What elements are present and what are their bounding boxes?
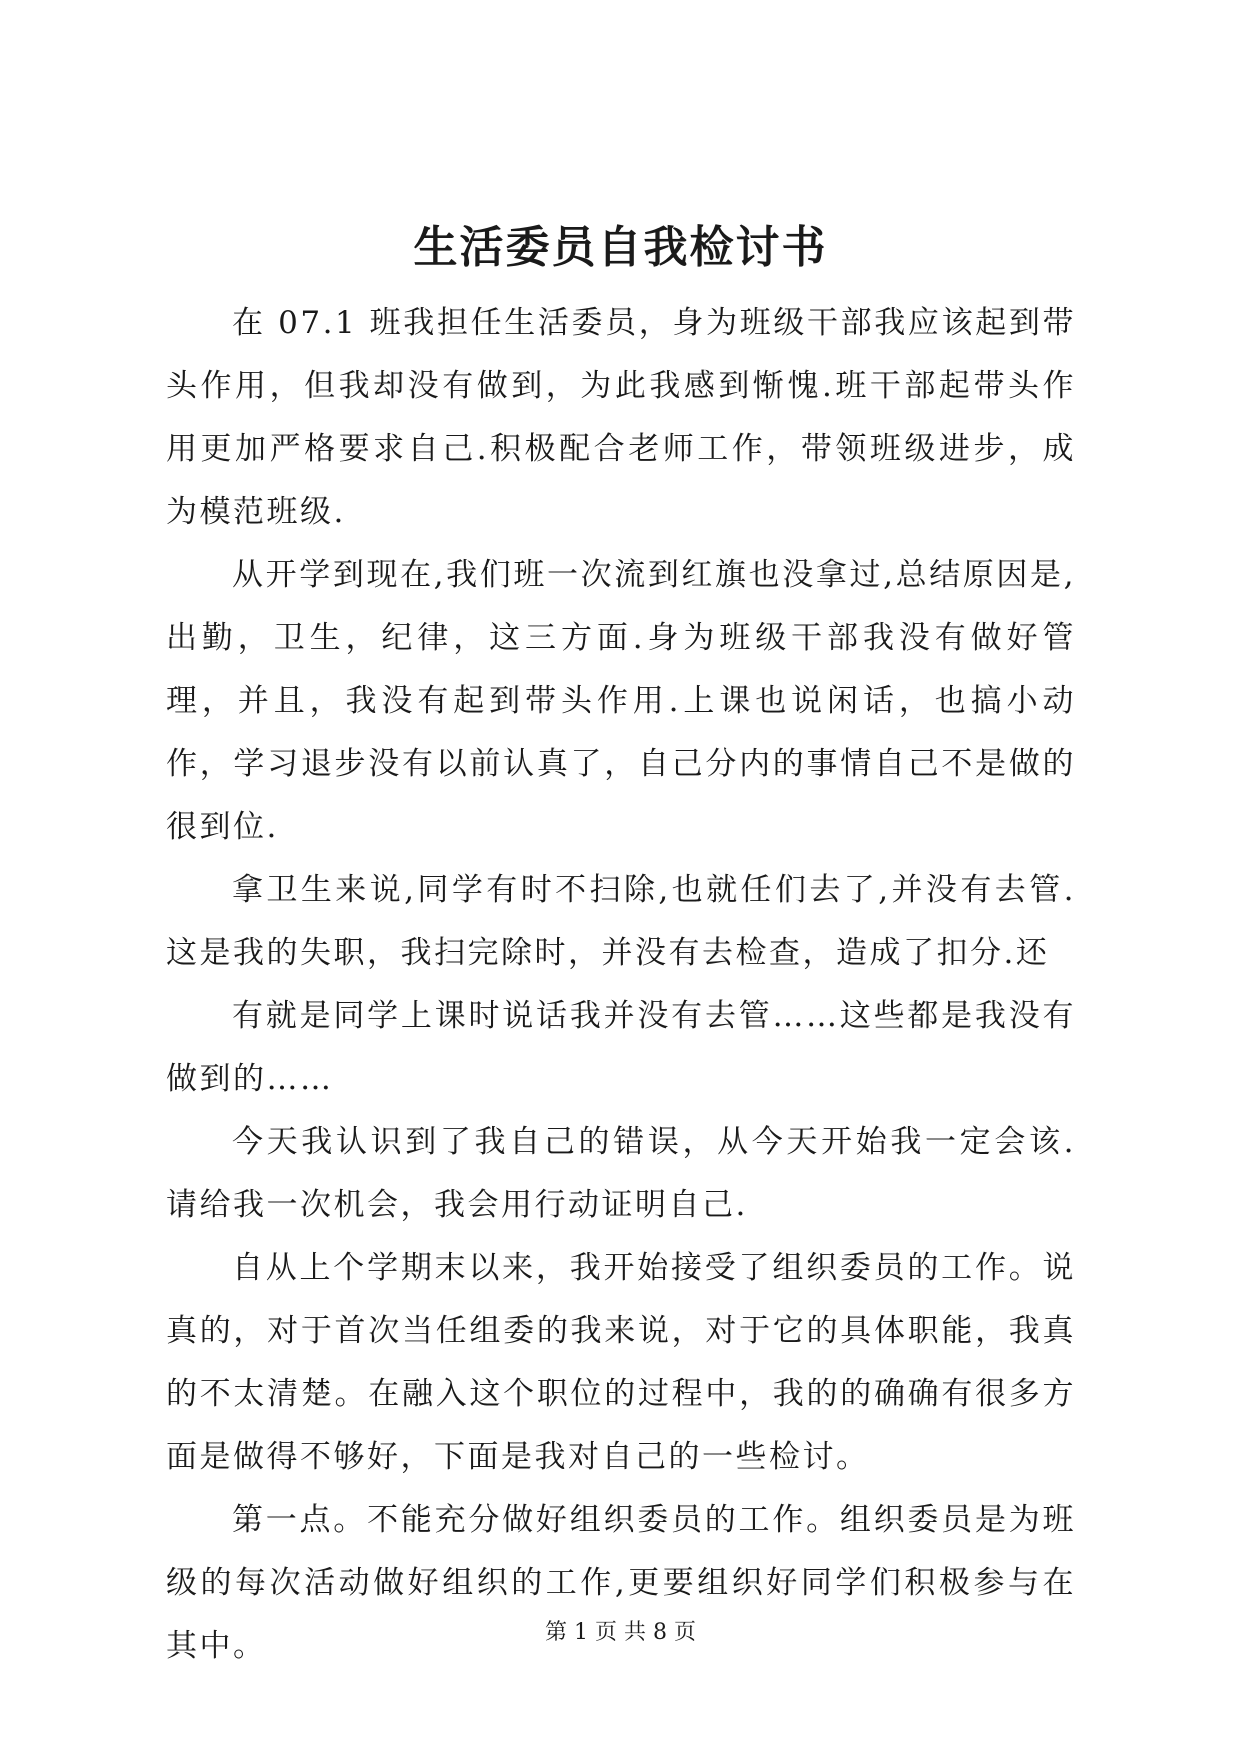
paragraph-4: 有就是同学上课时说话我并没有去管……这些都是我没有做到的…… bbox=[166, 998, 1076, 1097]
document-body bbox=[166, 292, 1076, 1678]
paragraph-2: 从开学到现在,我们班一次流到红旗也没拿过,总结原因是,出勤，卫生，纪律，这三方面.身为班级干部我没有做好管理，并且，我没有起到带头作用.上课也说闲话，也搞小动作，学习退步没有以前认真了，自己分内的事情自己不是做的很到位. bbox=[166, 557, 1076, 845]
paragraph-7: 第一点。不能充分做好组织委员的工作。组织委员是为班级的每次活动做好组织的工作,更要组织好同学们积极参与在其中。 bbox=[166, 1502, 1076, 1664]
paragraph-5: 今天我认识到了我自己的错误，从今天开始我一定会该.请给我一次机会，我会用行动证明自己. bbox=[166, 1124, 1076, 1223]
page-number-footer: 第 1 页 共 8 页 bbox=[545, 1620, 696, 1645]
paragraph-3: 拿卫生来说,同学有时不扫除,也就任们去了,并没有去管.这是我的失职，我扫完除时，并没有去检查，造成了扣分.还 bbox=[166, 872, 1076, 971]
paragraph-1: 在 07.1 班我担任生活委员，身为班级干部我应该起到带头作用，但我却没有做到，为此我感到惭愧.班干部起带头作用更加严格要求自己.积极配合老师工作，带领班级进步，成为模范班级. bbox=[166, 305, 1076, 530]
paragraph-6: 自从上个学期末以来，我开始接受了组织委员的工作。说真的，对于首次当任组委的我来说，对于它的具体职能，我真的不太清楚。在融入这个职位的过程中，我的的确确有很多方面是做得不够好，下面是我对自己的一些检讨。 bbox=[166, 1250, 1076, 1475]
document-title: 生活委员自我检讨书 bbox=[413, 222, 828, 273]
